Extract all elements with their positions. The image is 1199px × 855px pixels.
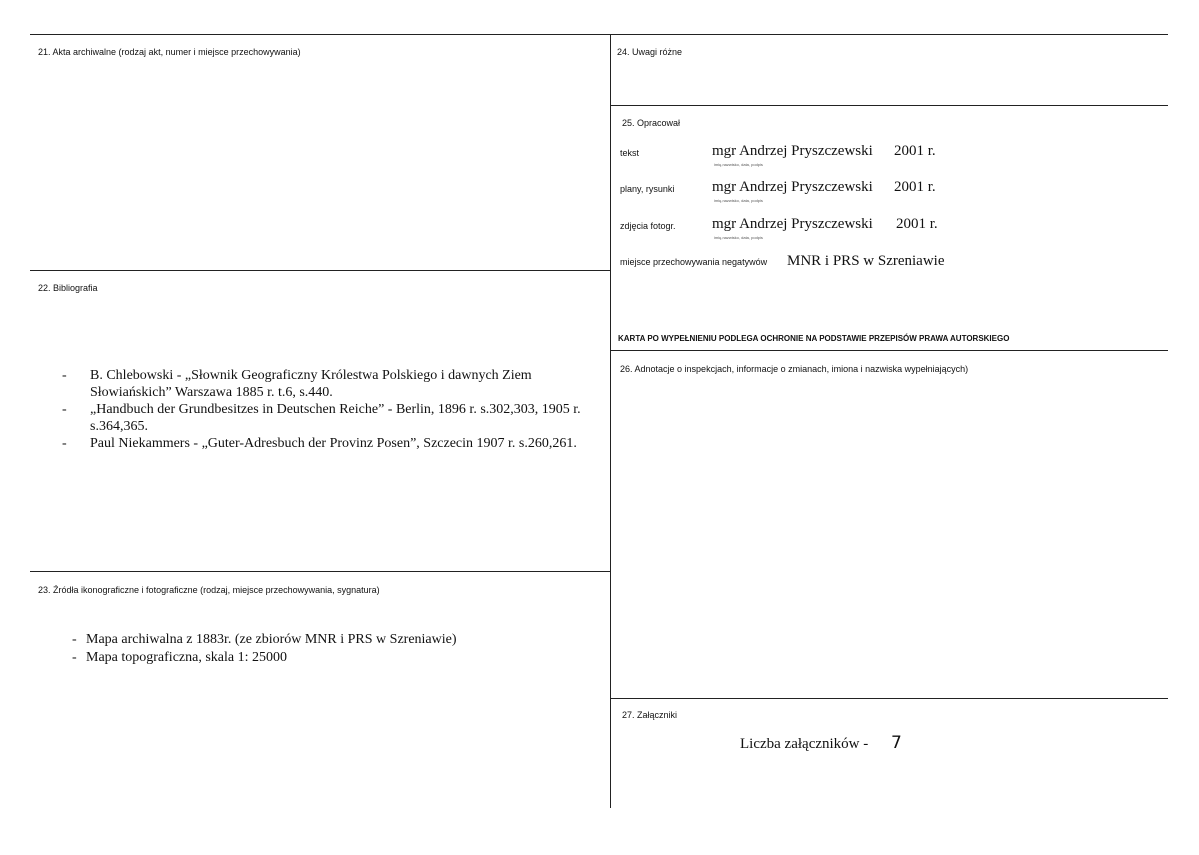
prepared-row-year: 2001 r.: [896, 216, 938, 232]
prepared-row-hint: imię,nazwisko, data, podpis: [714, 162, 763, 167]
iconography-item: - Mapa topograficzna, skala 1: 25000: [72, 649, 457, 667]
attachments-count-label: Liczba załączników -: [740, 736, 869, 752]
bibliography-list: [62, 367, 592, 452]
negatives-location-value: MNR i PRS w Szreniawie: [787, 253, 945, 269]
negatives-location-label: miejsce przechowywania negatywów: [620, 257, 768, 267]
bibliography-item: - B. Chlebowski - „Słownik Geograficzny Królestwa Polskiego i dawnych Ziem Słowiańskich” Warszawa 1885 r. t.6, s.440.: [62, 367, 592, 401]
top-border: [30, 34, 1168, 35]
prepared-row-hint: imię,nazwisko, data, podpis: [714, 235, 763, 240]
prepared-row-label: zdjęcia fotogr.: [620, 221, 676, 231]
prepared-row-year: 2001 r.: [894, 143, 936, 159]
prepared-row-value: mgr Andrzej Pryszczewski: [712, 216, 873, 232]
prepared-row-hint: imię,nazwisko, data, podpis: [714, 198, 763, 203]
divider-26-27: [610, 698, 1168, 699]
section-21-label: 21. Akta archiwalne (rodzaj akt, numer i miejsce przechowywania): [38, 47, 301, 57]
divider-21-22: [30, 270, 610, 271]
iconography-item: - Mapa archiwalna z 1883r. (ze zbiorów MNR i PRS w Szreniawie): [72, 631, 457, 649]
prepared-row-year: 2001 r.: [894, 179, 936, 195]
prepared-row-label: plany, rysunki: [620, 184, 675, 194]
divider-24-25: [610, 105, 1168, 106]
bibliography-item: - „Handbuch der Grundbesitzes in Deutschen Reiche” - Berlin, 1896 r. s.302,303, 1905 r. s.364,365.: [62, 401, 592, 435]
bibliography-item: - Paul Niekammers - „Guter-Adresbuch der Provinz Posen”, Szczecin 1907 r. s.260,261.: [62, 435, 592, 452]
divider-25-26: [610, 350, 1168, 351]
section-23-label: 23. Źródła ikonograficzne i fotograficzne (rodzaj, miejsce przechowywania, sygnatura): [38, 585, 380, 595]
attachments-count-value: 7: [891, 733, 902, 753]
copyright-notice: KARTA PO WYPEŁNIENIU PODLEGA OCHRONIE NA PODSTAWIE PRZEPISÓW PRAWA AUTORSKIEGO: [618, 334, 1010, 343]
column-divider: [610, 34, 611, 808]
prepared-row-label: tekst: [620, 148, 640, 158]
prepared-row-value: mgr Andrzej Pryszczewski: [712, 143, 873, 159]
section-22-label: 22. Bibliografia: [38, 283, 98, 293]
divider-22-23: [30, 571, 610, 572]
section-24-label: 24. Uwagi różne: [617, 47, 683, 57]
section-27-label: 27. Załączniki: [622, 710, 678, 720]
section-26-label: 26. Adnotacje o inspekcjach, informacje o zmianach, imiona i nazwiska wypełniających): [620, 364, 969, 374]
prepared-row-value: mgr Andrzej Pryszczewski: [712, 179, 873, 195]
iconography-list: [72, 631, 457, 667]
section-25-label: 25. Opracował: [622, 118, 681, 128]
